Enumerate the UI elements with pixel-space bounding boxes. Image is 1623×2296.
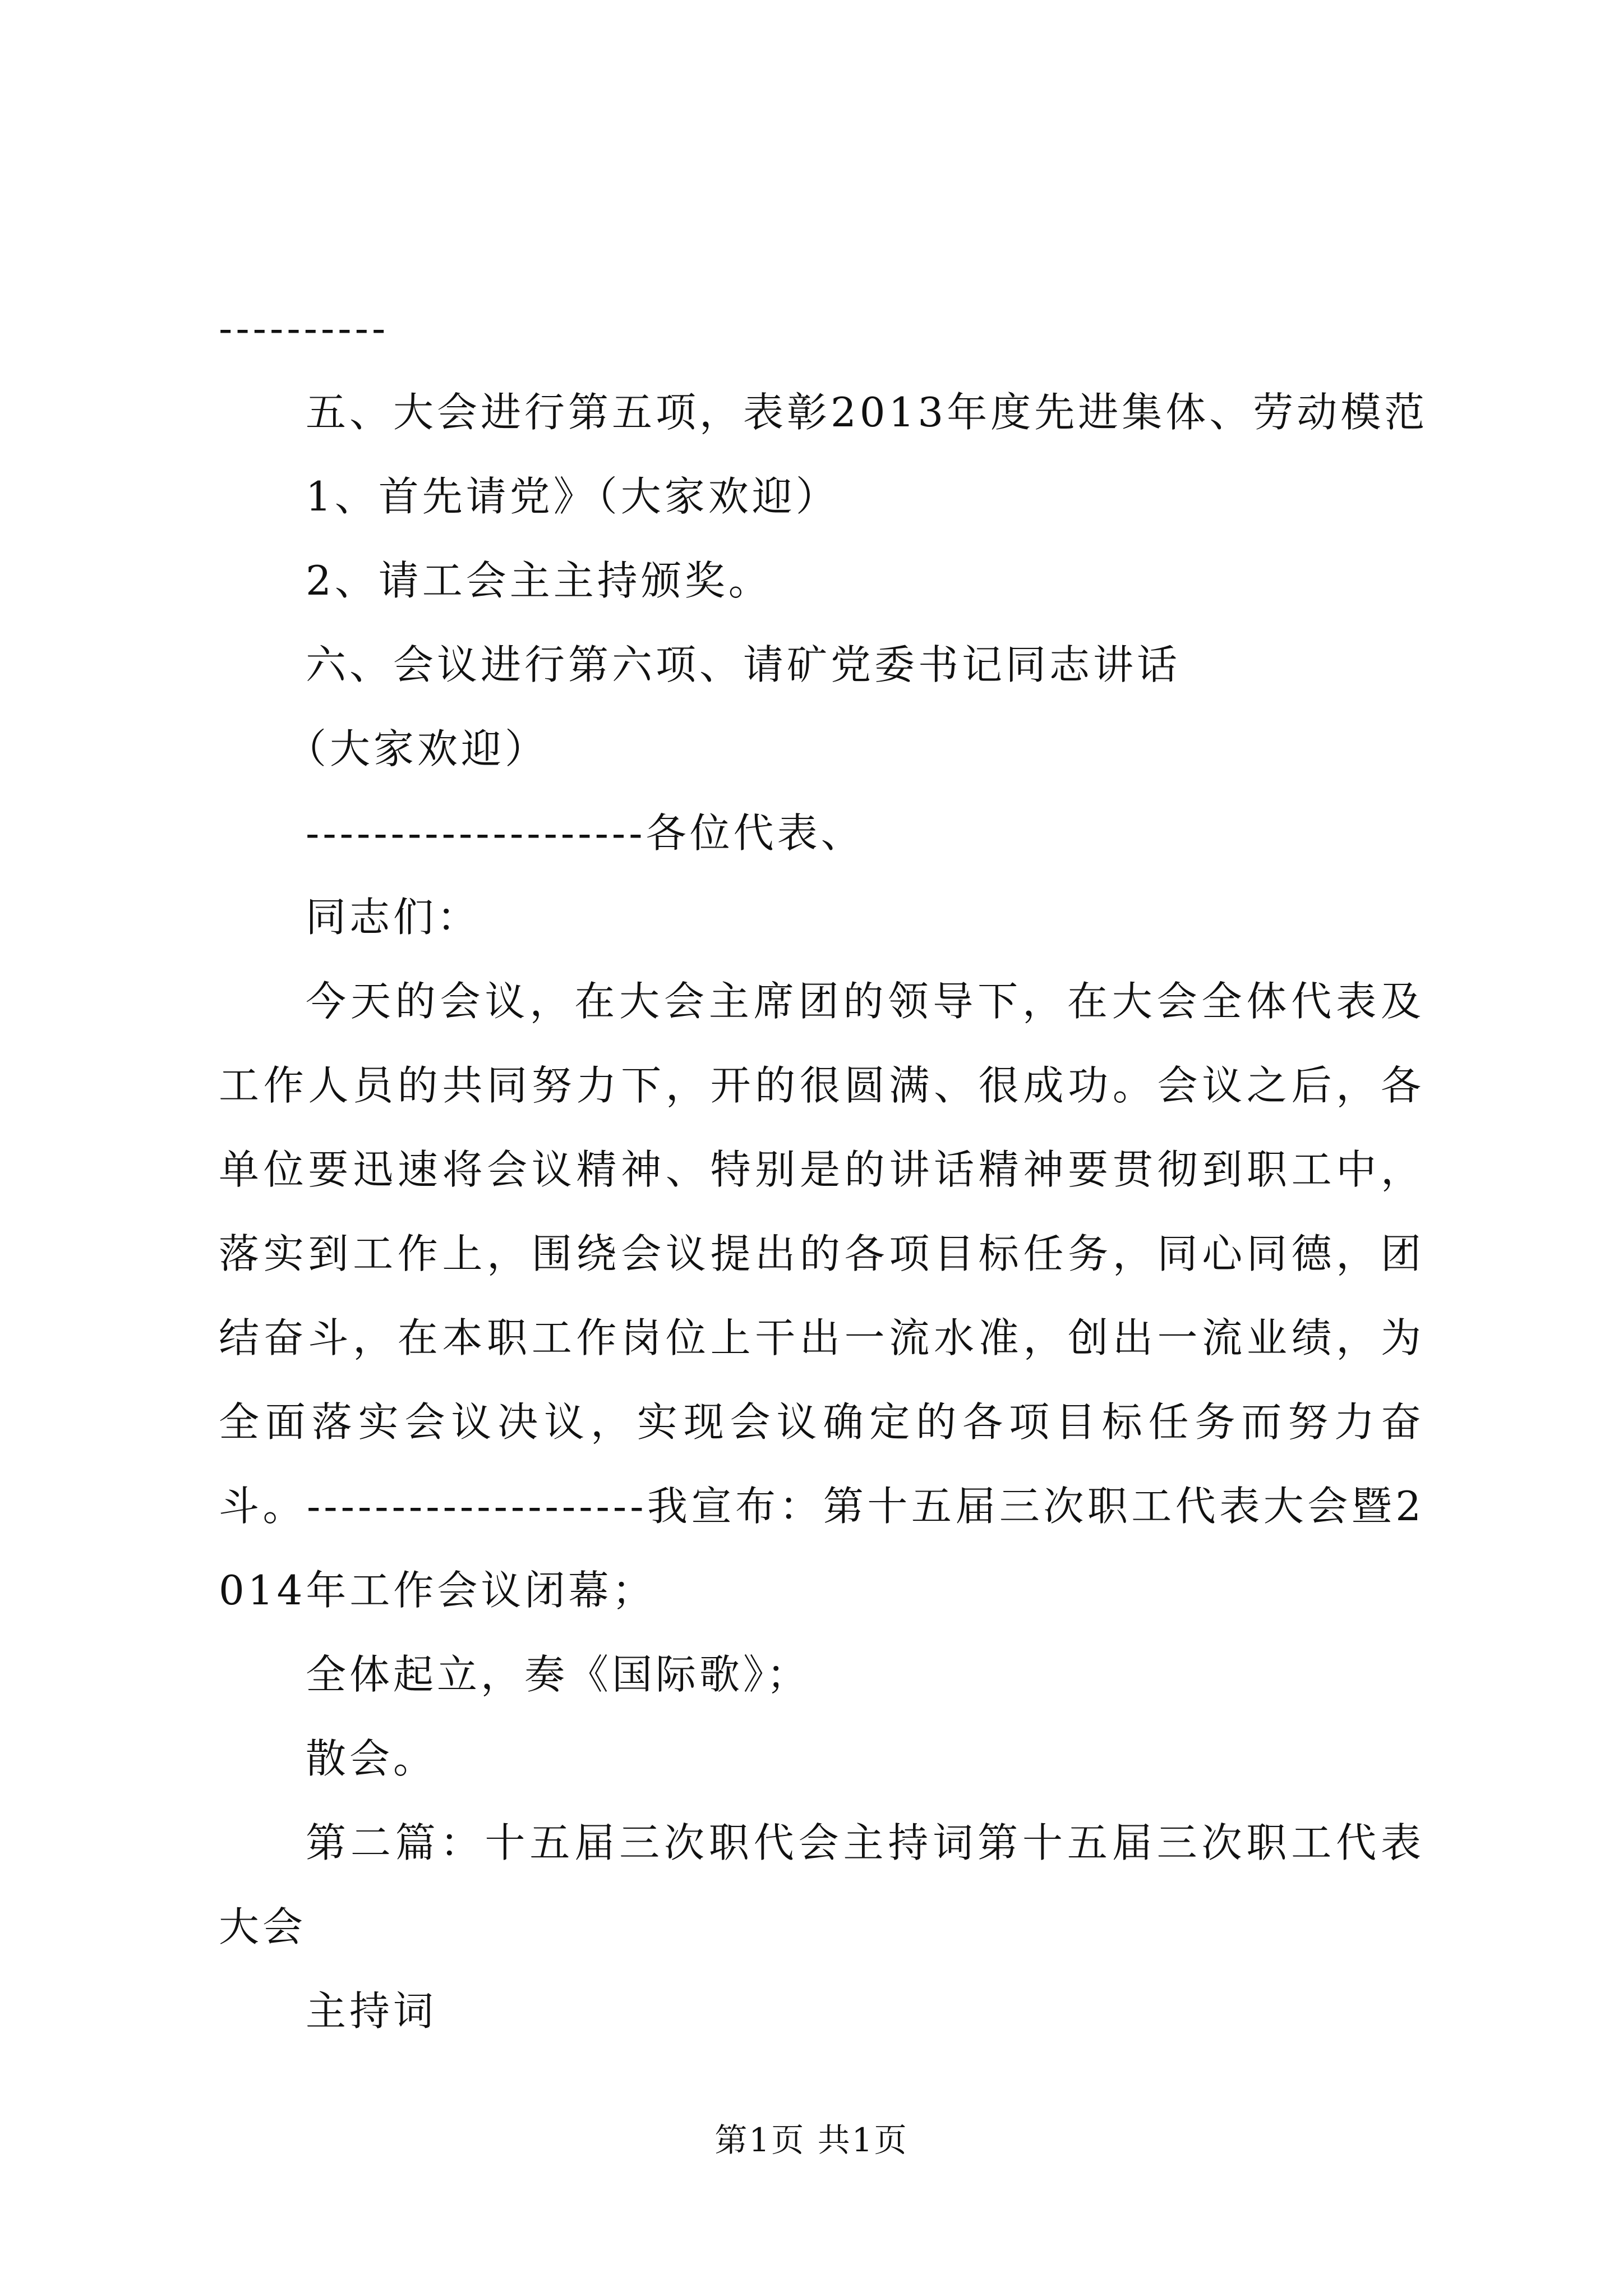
address-opening: --------------------各位代表、 xyxy=(306,809,865,857)
separator-line: ---------- xyxy=(219,305,389,352)
meeting-adjourned: 散会。 xyxy=(306,1735,437,1782)
agenda-subitem-one: 1、首先请党》（大家欢迎） xyxy=(306,473,840,520)
address-salutation: 同志们： xyxy=(306,894,481,941)
host-script-heading: 主持词 xyxy=(306,1987,437,2035)
page-number-footer: 第1页 共1页 xyxy=(714,2121,909,2159)
second-article-title: 第二篇：十五届三次职代会主持词第十五届三次职工代表大会 xyxy=(219,1819,1424,1950)
anthem-instruction: 全体起立，奏《国际歌》； xyxy=(306,1651,811,1698)
closing-speech-paragraph: 今天的会议，在大会主席团的领导下，在大会全体代表及工作人员的共同努力下，开的很圆满、很成功。会议之后，各单位要迅速将会议精神、特别是的讲话精神要贯彻到职工中，落实到工作上，围绕会议提出的各项目标任务，同心同德，团结奋斗，在本职工作岗位上干出一流水准，创出一流业绩，为全面落实会议决议，实现会议确定的各项目标任务而努力奋斗。--------------------我宣布：第十五届三次职工代表大会暨2014年工作会议闭幕； xyxy=(219,978,1424,1614)
document-body xyxy=(219,286,1428,2053)
applause-note: （大家欢迎） xyxy=(286,725,549,772)
agenda-subitem-two: 2、请工会主主持颁奖。 xyxy=(306,557,772,604)
agenda-item-five: 五、大会进行第五项，表彰2013年度先进集体、劳动模范 xyxy=(306,389,1428,436)
agenda-item-six: 六、会议进行第六项、请矿党委书记同志讲话 xyxy=(306,641,1181,688)
